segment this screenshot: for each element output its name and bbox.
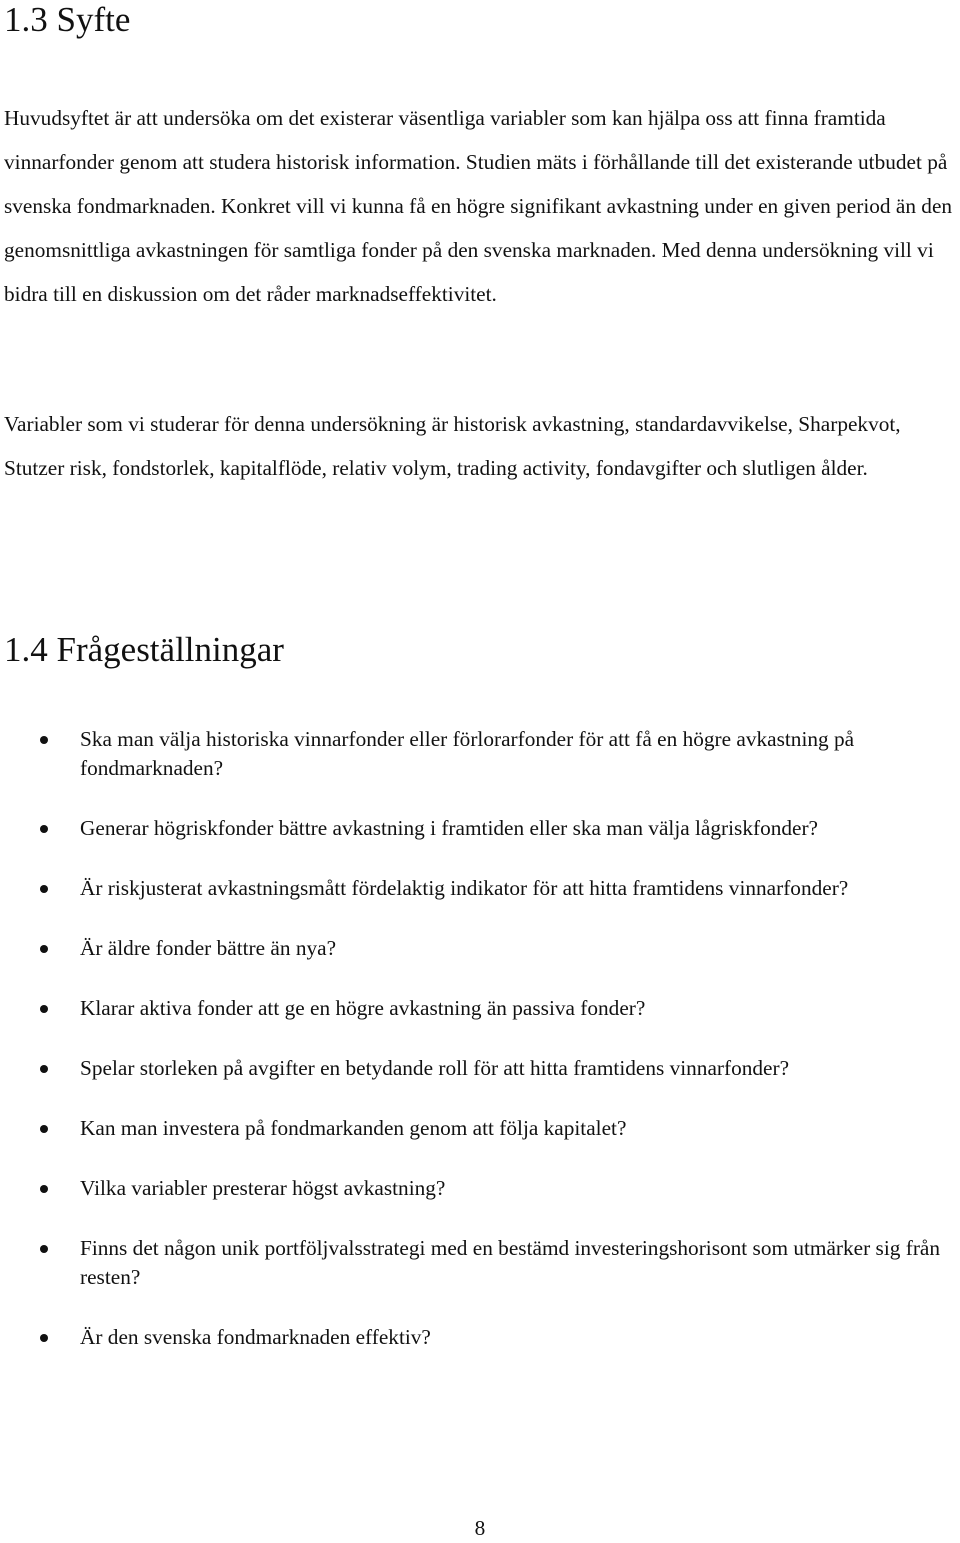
question-item xyxy=(0,1234,960,1292)
question-item xyxy=(0,994,960,1023)
bullet-icon xyxy=(40,885,48,893)
question-text: Finns det någon unik portföljvalsstrategi med en bestämd investeringshorisont som utmärker sig från resten? xyxy=(80,1236,941,1289)
question-text: Ska man välja historiska vinnarfonder eller förlorarfonder för att få en högre avkastning på fondmarknaden? xyxy=(80,727,855,780)
question-text: Är äldre fonder bättre än nya? xyxy=(80,936,337,960)
section-heading-syfte: 1.3 Syfte xyxy=(4,0,131,39)
bullet-icon xyxy=(40,736,48,744)
question-text: Generar högriskfonder bättre avkastning i framtiden eller ska man välja lågriskfonder? xyxy=(80,816,819,840)
question-item xyxy=(0,874,960,903)
question-text: Kan man investera på fondmarkanden genom att följa kapitalet? xyxy=(80,1116,627,1140)
bullet-icon xyxy=(40,1185,48,1193)
bullet-icon xyxy=(40,1065,48,1073)
section-heading-fragestallningar: 1.4 Frågeställningar xyxy=(4,630,284,669)
page-number: 8 xyxy=(474,1516,486,1540)
bullet-icon xyxy=(40,1245,48,1253)
syfte-paragraph-1: Huvudsyftet är att undersöka om det existerar väsentliga variabler som kan hjälpa oss att finna framtida vinnarfonder genom att studera historisk information. Studien mäts i förhållande till det existerande utbudet på svenska fondmarknaden. Konkret vill vi kunna få en högre signifikant avkastning under en given period än den genomsnittliga avkastningen för samtliga fonder på den svenska marknaden. Med denna undersökning vill vi bidra till en diskussion om det råder marknadseffektivitet. xyxy=(4,106,953,306)
bullet-icon xyxy=(40,1005,48,1013)
question-item xyxy=(0,1114,960,1143)
syfte-paragraph-2: Variabler som vi studerar för denna undersökning är historisk avkastning, standardavvikelse, Sharpekvot, Stutzer risk, fondstorlek, kapitalflöde, relativ volym, trading activity, fondavgifter och slutligen ålder. xyxy=(4,412,901,480)
bullet-icon xyxy=(40,825,48,833)
bullet-icon xyxy=(40,945,48,953)
question-text: Är den svenska fondmarknaden effektiv? xyxy=(80,1325,431,1349)
question-text: Är riskjusterat avkastningsmått fördelaktig indikator för att hitta framtidens vinnarfonder? xyxy=(80,876,849,900)
question-item xyxy=(0,725,960,783)
question-item xyxy=(0,814,960,843)
bullet-icon xyxy=(40,1334,48,1342)
question-text: Klarar aktiva fonder att ge en högre avkastning än passiva fonder? xyxy=(80,996,646,1020)
question-text: Vilka variabler presterar högst avkastning? xyxy=(80,1176,446,1200)
question-item xyxy=(0,1323,960,1352)
question-list xyxy=(0,725,960,1383)
question-item xyxy=(0,1054,960,1083)
question-text: Spelar storleken på avgifter en betydande roll för att hitta framtidens vinnarfonder? xyxy=(80,1056,790,1080)
question-item xyxy=(0,1174,960,1203)
question-item xyxy=(0,934,960,963)
bullet-icon xyxy=(40,1125,48,1133)
